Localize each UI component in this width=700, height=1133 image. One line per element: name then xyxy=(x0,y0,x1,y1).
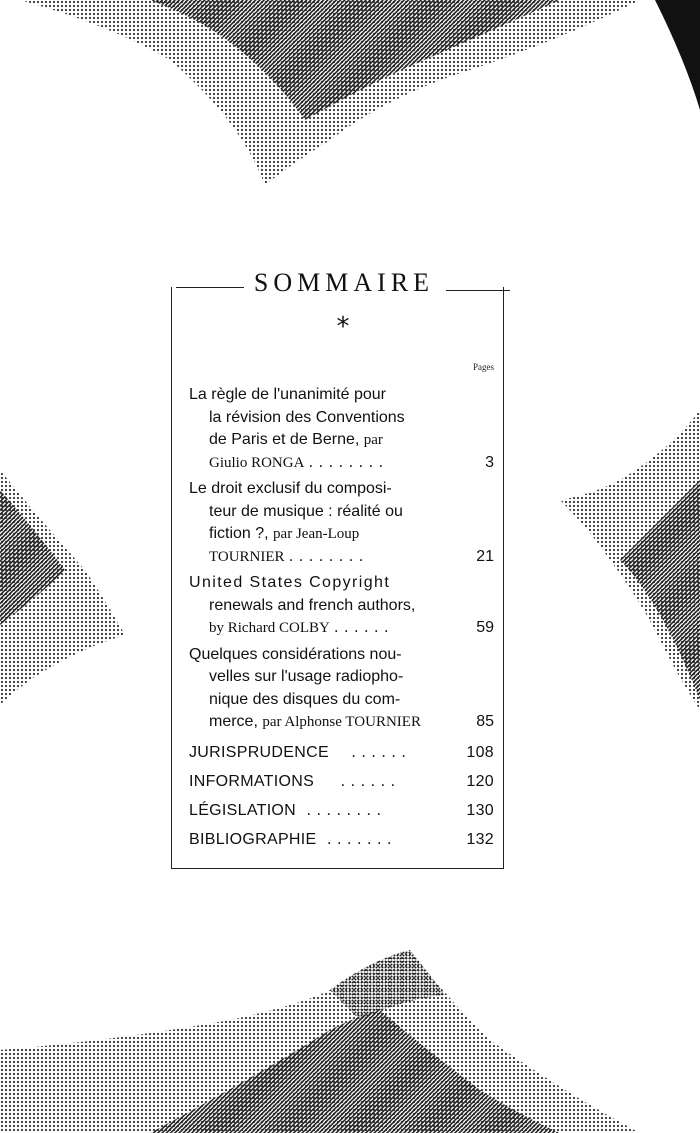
leader-dots: . . . . . . . . xyxy=(289,547,365,565)
frame-top-rule-right xyxy=(446,290,510,291)
section-page-number: 108 xyxy=(466,743,494,761)
pages-column-label: Pages xyxy=(473,362,494,372)
section-label: LÉGISLATION xyxy=(189,801,297,819)
leader-dots: . . . . . . . . xyxy=(306,801,382,819)
entry-line: merce, xyxy=(209,713,258,730)
leader-dots: . . . . . . . xyxy=(327,830,393,848)
entry-author: TOURNIER xyxy=(209,548,285,565)
entry-by: par Jean-Loup xyxy=(273,526,360,542)
frame-top-rule-left xyxy=(176,287,246,288)
entry-page-number: 85 xyxy=(476,713,494,730)
entry-line: velles sur l'usage radiopho- xyxy=(209,668,404,685)
leader-dots: . . . . . . . . xyxy=(308,453,384,471)
section-entry-jurisprudence xyxy=(189,738,494,767)
section-entry-bibliographie xyxy=(189,825,494,854)
section-label: BIBLIOGRAPHIE xyxy=(189,830,317,848)
entry-line: de Paris et de Berne, xyxy=(209,431,360,448)
page-title: SOMMAIRE xyxy=(244,266,444,300)
entry-line: nique des disques du com- xyxy=(209,690,401,708)
entry-line: La règle de l'unanimité pour xyxy=(189,386,386,403)
section-page-number: 120 xyxy=(466,772,494,790)
toc-entry xyxy=(189,572,494,640)
section-page-number: 132 xyxy=(466,830,494,848)
entry-line: fiction ?, xyxy=(209,525,269,542)
section-entry-legislation xyxy=(189,796,494,825)
entry-by: par xyxy=(363,432,383,448)
entry-page-number: 59 xyxy=(476,619,494,636)
entry-line: renewals and french authors, xyxy=(209,596,416,614)
entry-author: by Richard COLBY xyxy=(209,620,330,636)
entry-page-number: 21 xyxy=(476,547,494,565)
toc-entry xyxy=(189,478,494,568)
toc-entry xyxy=(189,644,494,734)
entry-line: Quelques considérations nou- xyxy=(189,645,402,663)
top-right-dark xyxy=(655,0,700,110)
entry-line: United States Copyright xyxy=(189,574,391,591)
section-page-number: 130 xyxy=(466,801,494,819)
leader-dots: . . . . . . xyxy=(334,619,390,636)
toc-entry xyxy=(189,384,494,474)
section-label: INFORMATIONS xyxy=(189,772,315,790)
entry-by: par Alphonse TOURNIER xyxy=(262,714,421,730)
section-entry-informations xyxy=(189,767,494,796)
asterisk-ornament: * xyxy=(336,312,350,342)
entry-line: Le droit exclusif du composi- xyxy=(189,480,392,497)
leader-dots: . . . . . . xyxy=(351,743,407,761)
entry-author: Giulio RONGA xyxy=(209,454,305,471)
entry-line: la révision des Conventions xyxy=(209,408,405,426)
section-label: JURISPRUDENCE xyxy=(189,743,329,761)
entry-line: teur de musique : réalité ou xyxy=(209,502,403,520)
contents-list xyxy=(189,384,494,854)
entry-page-number: 3 xyxy=(485,453,494,471)
leader-dots: . . . . . . xyxy=(340,772,396,790)
